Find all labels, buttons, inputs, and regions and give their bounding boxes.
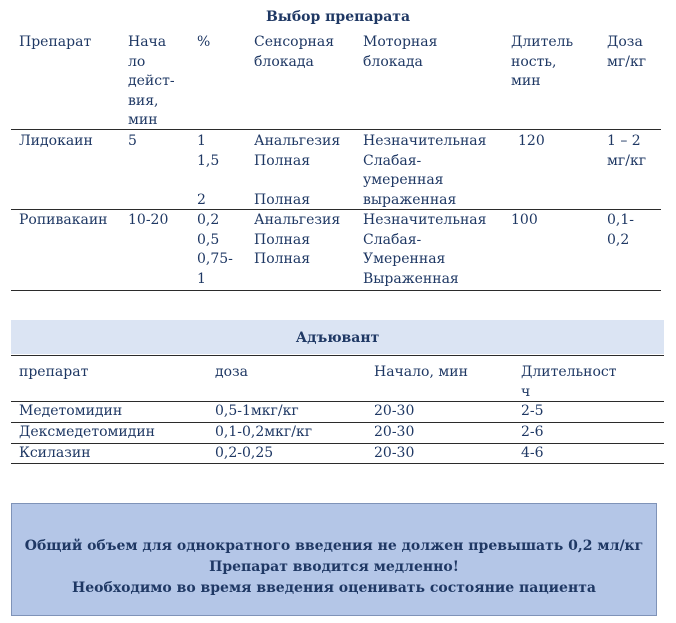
table-row (11, 402, 664, 422)
header-duration: Длитель ность, мин (511, 34, 574, 89)
cell-percent: 0,2 0,5 0,75- 1 (197, 212, 233, 287)
cell-duration: 2-6 (521, 424, 544, 440)
cell-duration: 100 (511, 212, 538, 228)
header-drug: Препарат (19, 34, 92, 50)
cell-duration: 4-6 (521, 445, 544, 461)
cell-drug: Дексмедетомидин (19, 424, 156, 440)
cell-drug: Ропивакаин (19, 212, 108, 228)
divider (11, 290, 661, 291)
header-dose: доза (215, 364, 249, 380)
cell-onset: 20-30 (374, 445, 415, 461)
table-row (11, 444, 664, 464)
cell-motor: Незначительная Слабая- умеренная выраженная (363, 133, 487, 208)
cell-dose: 0,1-0,2мкг/кг (215, 424, 313, 440)
header-percent: % (197, 34, 211, 50)
cell-dose: 0,2-0,25 (215, 445, 274, 461)
table-row (11, 423, 664, 443)
warning-note-box (11, 503, 657, 616)
cell-sensory: Анальгезия Полная Полная (254, 133, 341, 208)
cell-motor: Незначительная Слабая- Умеренная Выраженная (363, 212, 487, 287)
note-line-monitor: Необходимо во время введения оценивать состояние пациента (72, 580, 596, 596)
header-dose: Доза мг/кг (607, 34, 647, 70)
cell-duration: 120 (518, 133, 545, 149)
cell-sensory: Анальгезия Полная Полная (254, 212, 341, 267)
cell-percent: 1 1,5 2 (197, 133, 220, 208)
cell-drug: Ксилазин (19, 445, 91, 461)
table-row (11, 210, 661, 290)
cell-onset: 20-30 (374, 403, 415, 419)
table2-title: Адъювант (295, 330, 380, 346)
table1-title: Выбор препарата (265, 9, 411, 25)
cell-drug: Лидокаин (19, 133, 93, 149)
cell-dose: 0,1- 0,2 (607, 212, 634, 248)
divider (11, 463, 664, 464)
cell-onset: 10-20 (128, 212, 169, 228)
cell-drug: Медетомидин (19, 403, 123, 419)
header-sensory: Сенсорная блокада (254, 34, 335, 70)
cell-duration: 2-5 (521, 403, 544, 419)
table2-header-row (11, 355, 664, 403)
cell-onset: 5 (128, 133, 137, 149)
note-line-slow: Препарат вводится медленно! (209, 559, 459, 575)
cell-dose: 0,5-1мкг/кг (215, 403, 299, 419)
cell-dose: 1 – 2 мг/кг (607, 133, 647, 169)
header-onset: Нача ло дейст- вия, мин (128, 34, 175, 128)
table-row (11, 130, 661, 208)
table1-header-row (11, 30, 661, 129)
header-duration: Длительност ч (521, 364, 617, 400)
note-line-volume: Общий объем для однократного введения не должен превышать 0,2 мл/кг (24, 538, 644, 554)
drug-selection-table (11, 30, 661, 287)
header-drug: препарат (19, 364, 89, 380)
cell-onset: 20-30 (374, 424, 415, 440)
header-onset: Начало, мин (374, 364, 468, 380)
header-motor: Моторная блокада (363, 34, 438, 70)
